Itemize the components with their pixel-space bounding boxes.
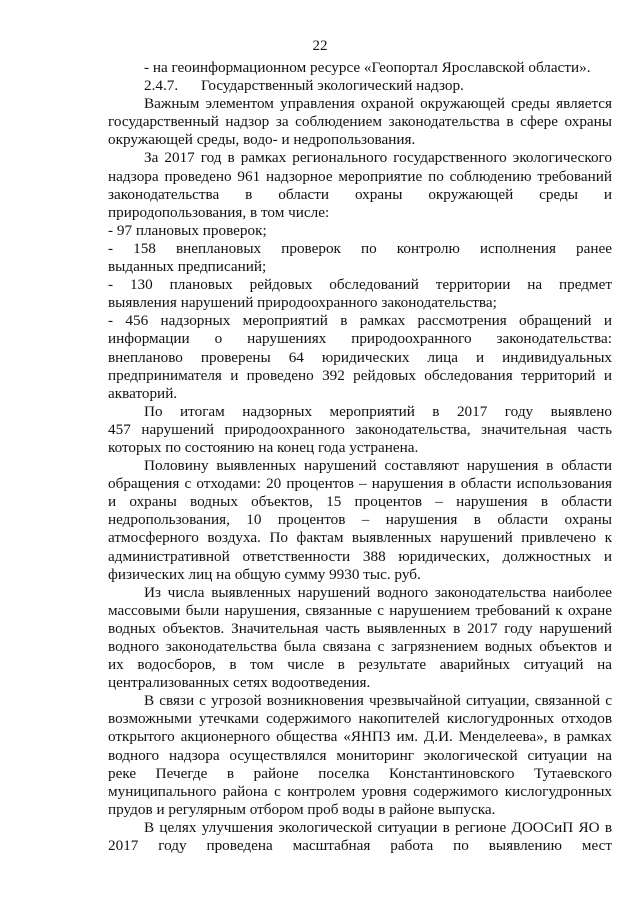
text-line: реке Печегде в районе поселка Константиновского Тутаевского bbox=[108, 764, 612, 782]
text-line: 2017 году проведена масштабная работа по выявлению мест bbox=[108, 837, 612, 855]
text-line: водных объектов. Значительная часть выявленных в 2017 году нарушений bbox=[108, 619, 612, 637]
text-line: Важным элементом управления охраной окружающей среды является bbox=[144, 95, 612, 113]
text-line: муниципального района с контролем уровня содержимого кислогудронных bbox=[108, 782, 612, 800]
text-line: - 158 внеплановых проверок по контролю исполнения ранее bbox=[108, 239, 612, 257]
text-line: Из числа выявленных нарушений водного законодательства наиболее bbox=[144, 583, 612, 601]
text-line: - 130 плановых рейдовых обследований территории на предмет bbox=[108, 276, 612, 294]
text-line: По итогам надзорных мероприятий в 2017 году выявлено bbox=[144, 402, 612, 420]
text-line: природопользования, в том числе: bbox=[108, 203, 330, 221]
text-line: открытого акционерного общества «ЯНПЗ им. Д.И. Менделеева», в рамках bbox=[108, 728, 612, 746]
text-line: водного законодательства была связана с загрязнением водных объектов и bbox=[108, 638, 612, 655]
text-line: За 2017 год в рамках регионального государственного экологического bbox=[144, 149, 612, 167]
text-line: атмосферного воздуха. По фактам выявленных нарушений привлечено к bbox=[108, 529, 612, 547]
text-line: 457 нарушений природоохранного законодательства, значительная часть bbox=[108, 420, 612, 438]
text-line: акваторий. bbox=[108, 384, 178, 402]
text-line: надзора проведено 961 надзорное мероприятие по соблюдению требований bbox=[108, 167, 612, 185]
text-line: В целях улучшения экологической ситуации в регионе ДООСиП ЯО в bbox=[144, 818, 612, 836]
text-line: - 456 надзорных мероприятий в рамках рассмотрения обращений и bbox=[108, 312, 612, 330]
text-line: прудов и регулярным отбором проб воды в районе выпуска. bbox=[108, 800, 496, 818]
text-line: возможными утечками содержимого накопителей кислогудронных отходов bbox=[108, 710, 612, 728]
text-line: выявления нарушений природоохранного законодательства; bbox=[108, 294, 497, 312]
text-line: внепланово проверены 64 юридических лица и индивидуальных bbox=[108, 348, 612, 366]
text-line: недропользования, 10 процентов – нарушения в области охраны bbox=[108, 511, 612, 529]
text-line: и охраны водных объектов, 15 процентов – нарушения в области bbox=[108, 493, 612, 511]
text-line: административной ответственности 388 юридических, должностных и bbox=[108, 547, 612, 565]
text-line: массовыми были нарушения, связанные с нарушением требований к охране bbox=[108, 601, 612, 619]
text-line: - на геоинформационном ресурсе «Геопортал Ярославской области». bbox=[144, 59, 591, 76]
text-line: централизованных сетях водоотведения. bbox=[108, 674, 371, 692]
text-line: их водосборов, в том числе в результате аварийных ситуаций на bbox=[108, 656, 612, 674]
text-line: информации о нарушениях природоохранного законодательства: bbox=[108, 330, 612, 348]
text-line: предпринимателя и проведено 392 рейдовых обследования территорий и bbox=[108, 366, 612, 384]
text-line: окружающей среды, водо- и недропользования. bbox=[108, 131, 416, 149]
body-text bbox=[108, 59, 612, 855]
text-line: обращения с отходами: 20 процентов – нарушения в области использования bbox=[108, 475, 612, 493]
text-line: Половину выявленных нарушений составляют нарушения в области bbox=[144, 457, 612, 475]
text-line: В связи с угрозой возникновения чрезвычайной ситуации, связанной с bbox=[144, 692, 612, 710]
page-number: 22 bbox=[312, 38, 328, 54]
text-line: - 97 плановых проверок; bbox=[108, 221, 267, 239]
text-line: 2.4.7. Государственный экологический надзор. bbox=[144, 77, 464, 95]
text-line: государственный надзор за соблюдением законодательства в сфере охраны bbox=[108, 113, 612, 131]
text-line: которых по состоянию на конец года устранена. bbox=[108, 438, 419, 456]
text-line: водного надзора осуществлялся мониторинг экологической ситуации на bbox=[108, 746, 612, 764]
text-line: физических лиц на общую сумму 9930 тыс. руб. bbox=[108, 565, 421, 583]
text-line: законодательства в области охраны окружающей среды и bbox=[108, 185, 612, 203]
text-line: выданных предписаний; bbox=[108, 258, 267, 276]
